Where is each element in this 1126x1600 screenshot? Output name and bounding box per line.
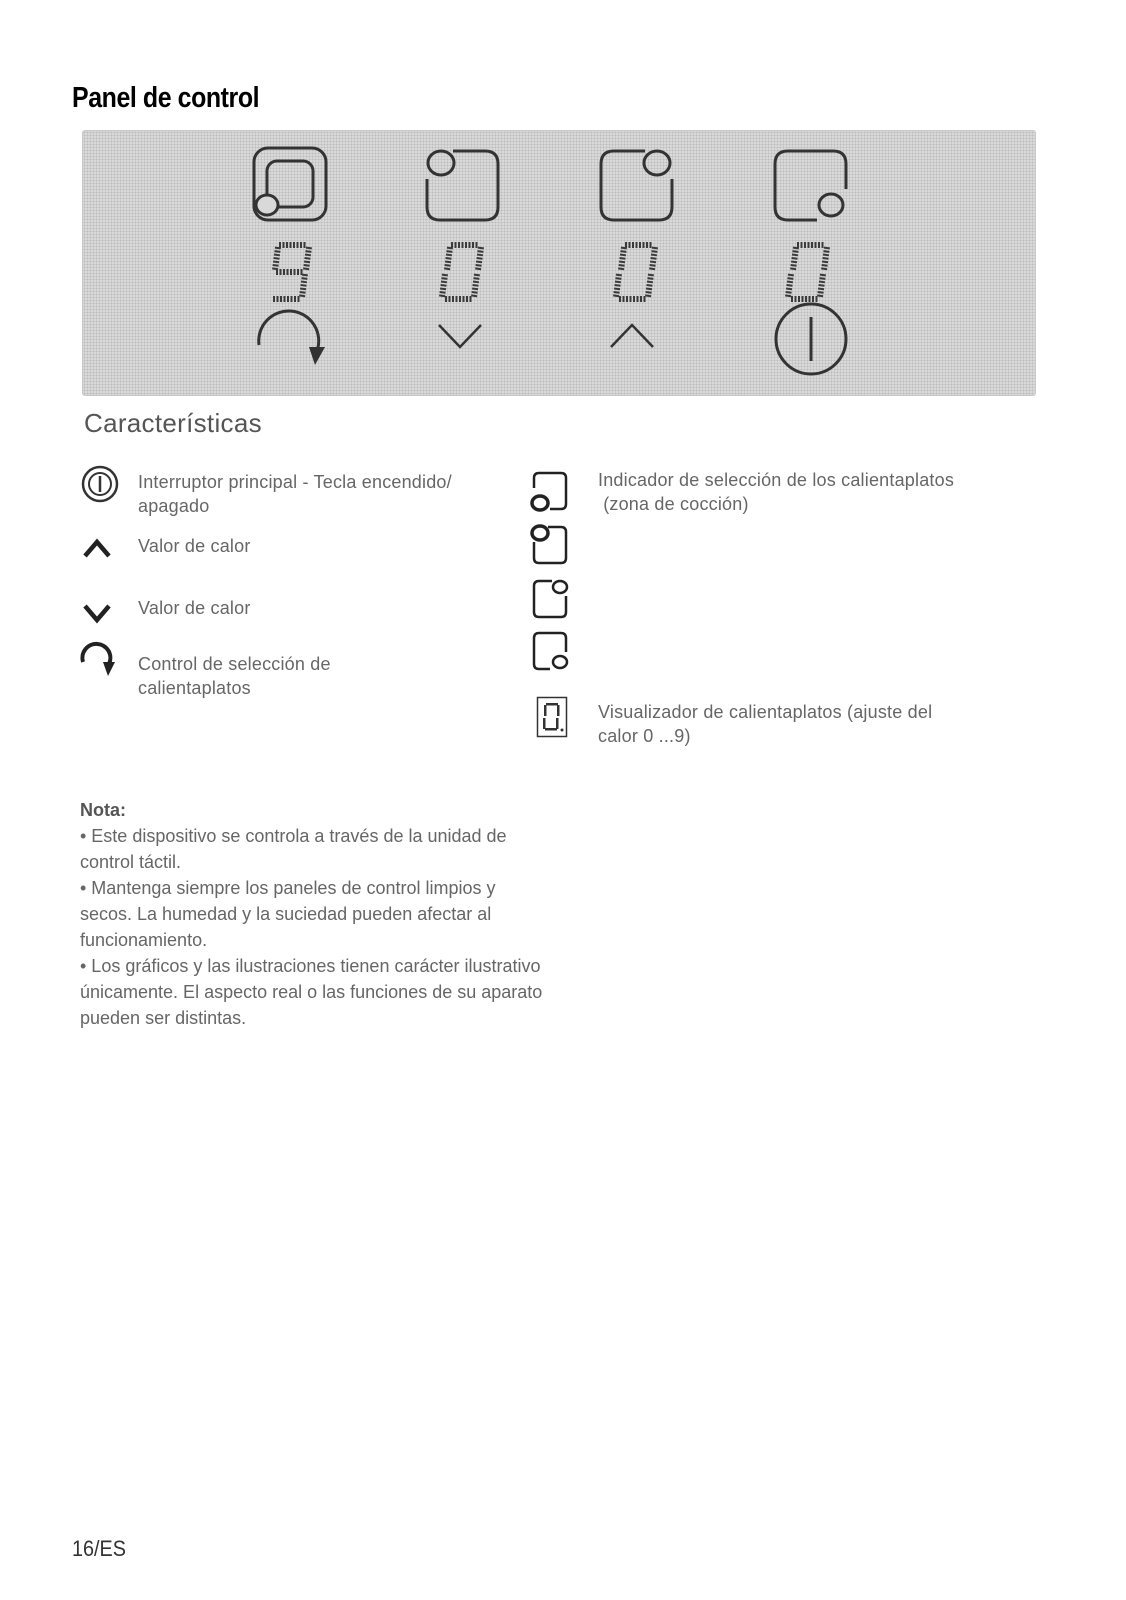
feature-item-heat-up <box>78 530 518 570</box>
feature-label: Valor de calor <box>138 536 251 556</box>
zone-front-left-icon <box>251 145 329 223</box>
feature-item-zone-select <box>78 638 518 698</box>
page-title: Panel de control <box>72 82 260 114</box>
digit-segment <box>820 274 823 297</box>
zone-rear-left-small-icon <box>530 524 570 566</box>
zone-display-digit <box>433 239 489 305</box>
digit-segment <box>306 247 309 270</box>
zone-rear-right-small-icon <box>530 578 570 620</box>
digit-segment <box>616 274 619 297</box>
feature-item-power <box>78 464 518 524</box>
digit-segment <box>793 247 796 270</box>
rotate-arrow-icon <box>78 638 118 682</box>
heat-up-button[interactable] <box>607 319 657 353</box>
feature-item-display <box>522 696 1022 756</box>
digit-segment <box>788 274 791 297</box>
note-title: Nota: <box>80 800 126 820</box>
feature-label: Indicador de selección de los calientaplatos <box>598 470 955 490</box>
zone-front-left-small-icon <box>530 470 570 512</box>
digit-segment <box>621 247 624 270</box>
digit-segment <box>824 247 827 270</box>
feature-label-continued: calor 0 ...9) <box>598 726 691 746</box>
features-title: Características <box>84 408 262 438</box>
feature-label-continued: calientaplatos <box>138 678 251 698</box>
note-item: • Este dispositivo se controla a través de la unidad de control táctil. <box>80 826 507 872</box>
zone-display-digit <box>261 239 317 305</box>
control-panel-illustration <box>82 130 1036 396</box>
digit-segment <box>652 247 655 270</box>
power-icon <box>80 464 120 504</box>
feature-label: Valor de calor <box>138 598 251 618</box>
digit-segment <box>474 274 477 297</box>
zone-display-digit <box>607 239 663 305</box>
zone-rear-right-icon <box>597 145 675 223</box>
feature-item-heat-down <box>78 594 518 634</box>
zone-front-right-icon <box>771 145 849 223</box>
digit-segment <box>648 274 651 297</box>
segment-display-icon <box>536 696 568 738</box>
heat-down-button[interactable] <box>435 319 485 353</box>
chevron-down-icon <box>82 600 112 624</box>
note-item: • Mantenga siempre los paneles de control limpios y secos. La humedad y la suciedad pueden afectar al funcionamiento. <box>80 878 496 950</box>
feature-label: Control de selección de <box>138 654 331 674</box>
feature-label: Visualizador de calientaplatos (ajuste del <box>598 702 933 722</box>
zone-display-digit <box>779 239 835 305</box>
feature-label: Interruptor principal - Tecla encendido/ <box>138 472 452 492</box>
zone-select-rotate-button[interactable] <box>253 301 329 377</box>
note-block <box>80 800 550 1031</box>
digit-segment <box>447 247 450 270</box>
digit-segment <box>302 274 305 297</box>
chevron-up-icon <box>82 536 112 560</box>
feature-label-continued: apagado <box>138 496 210 516</box>
digit-segment <box>275 247 278 270</box>
power-button[interactable] <box>771 299 851 379</box>
digit-segment <box>442 274 445 297</box>
feature-item-zone-indicator <box>522 466 1022 676</box>
zone-rear-left-icon <box>423 145 501 223</box>
page-number: 16/ES <box>72 1536 126 1561</box>
digit-segment <box>478 247 481 270</box>
feature-label-continued: (zona de cocción) <box>598 494 749 514</box>
zone-front-right-small-icon <box>530 630 570 672</box>
note-item: • Los gráficos y las ilustraciones tienen carácter ilustrativo únicamente. El aspecto real o las funciones de su aparato pueden ser distintas. <box>80 956 543 1028</box>
